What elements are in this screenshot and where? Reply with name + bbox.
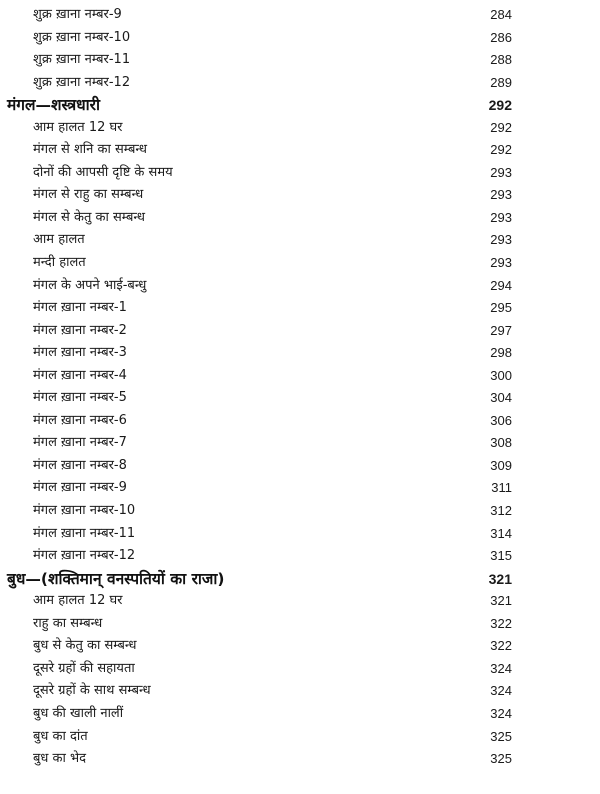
toc-entry-title: मंगल से राहु का सम्बन्ध (33, 187, 144, 203)
toc-entry (0, 184, 600, 207)
toc-entry-title: मंगल ख़ाना नम्बर-8 (33, 457, 127, 473)
toc-page-number: 297 (490, 322, 512, 338)
toc-entry-title: शुक्र ख़ाना नम्बर-9 (33, 7, 122, 22)
toc-entry-title: मंगल ख़ाना नम्बर-2 (33, 322, 127, 338)
toc-entry-title: बुध का भेद (33, 751, 87, 767)
toc-entry (0, 275, 600, 298)
toc-page-number: 314 (490, 525, 512, 541)
toc-page-number: 294 (490, 277, 512, 293)
toc-entry (0, 27, 600, 50)
toc-entry-title: मन्दी हालत (33, 255, 86, 271)
toc-entry (0, 455, 600, 478)
toc-entry (0, 342, 600, 365)
toc-entry (0, 545, 600, 568)
toc-page-number: 324 (490, 705, 512, 721)
toc-page-number: 325 (490, 728, 512, 744)
toc-entry (0, 726, 600, 749)
toc-page-number: 322 (490, 638, 512, 654)
toc-page-number: 292 (488, 97, 512, 114)
toc-page-number: 321 (488, 570, 512, 587)
toc-entry-title: मंगल ख़ाना नम्बर-11 (33, 525, 136, 541)
toc-page-number: 293 (490, 209, 512, 225)
toc-entry (0, 117, 600, 140)
toc-entry (0, 703, 600, 726)
toc-entry-title: दोनों की आपसी दृष्टि के समय (33, 164, 173, 180)
toc-entry (0, 49, 600, 72)
toc-entry (0, 229, 600, 252)
toc-entry-title: राहु का सम्बन्ध (33, 615, 103, 631)
toc-entry-title: मंगल से केतु का सम्बन्ध (33, 209, 146, 225)
toc-entry (0, 500, 600, 523)
toc-page-number: 293 (490, 255, 512, 271)
toc-page-number: 298 (490, 345, 512, 361)
toc-entry-title: आम हालत 12 घर (33, 593, 123, 609)
toc-entry (0, 477, 600, 500)
toc-entry-title: बुध की खाली नालीं (33, 705, 124, 721)
toc-page-number: 289 (490, 74, 512, 90)
toc-page-number: 284 (490, 7, 512, 22)
toc-page-number: 309 (490, 457, 512, 473)
toc-page-number: 322 (490, 615, 512, 631)
toc-entry (0, 365, 600, 388)
toc-entry-title: मंगल ख़ाना नम्बर-4 (33, 367, 127, 383)
toc-entry-title: मंगल ख़ाना नम्बर-6 (33, 412, 127, 428)
toc-entry-title: शुक्र ख़ाना नम्बर-10 (33, 29, 131, 45)
toc-page-number: 304 (490, 390, 512, 406)
toc-section-heading (0, 568, 600, 591)
toc-page-number: 311 (491, 480, 512, 496)
toc-entry (0, 410, 600, 433)
toc-entry-title: मंगल ख़ाना नम्बर-10 (33, 503, 136, 519)
toc-entry-title: मंगल से शनि का सम्बन्ध (33, 142, 148, 158)
toc-page-number: 308 (490, 435, 512, 451)
toc-entry (0, 139, 600, 162)
toc-page-number: 292 (490, 142, 512, 158)
toc-entry-title: बुध से केतु का सम्बन्ध (33, 638, 137, 654)
toc-entry (0, 207, 600, 230)
toc-entry-title: शुक्र ख़ाना नम्बर-12 (33, 74, 131, 90)
toc-page-number: 315 (490, 548, 512, 564)
toc-entry (0, 387, 600, 410)
toc-page-number: 288 (490, 52, 512, 68)
toc-entry-title: आम हालत (33, 232, 85, 248)
toc-entry (0, 658, 600, 681)
toc-entry (0, 297, 600, 320)
toc-page-number: 286 (490, 29, 512, 45)
table-of-contents (0, 4, 600, 771)
toc-entry (0, 4, 600, 27)
toc-entry-title: दूसरे ग्रहों की सहायता (33, 660, 135, 676)
toc-entry-title: शुक्र ख़ाना नम्बर-11 (33, 52, 131, 68)
toc-entry-title: आम हालत 12 घर (33, 119, 123, 135)
toc-entry (0, 680, 600, 703)
toc-page-number: 292 (490, 119, 512, 135)
toc-page-number: 295 (490, 300, 512, 316)
toc-entry-title: मंगल ख़ाना नम्बर-3 (33, 345, 127, 361)
toc-entry (0, 748, 600, 771)
toc-page-number: 293 (490, 187, 512, 203)
toc-entry-title: मंगल ख़ाना नम्बर-9 (33, 480, 127, 496)
toc-entry (0, 320, 600, 343)
toc-entry (0, 523, 600, 546)
toc-entry-title: मंगल ख़ाना नम्बर-1 (33, 300, 127, 316)
toc-page-number: 321 (490, 593, 512, 609)
toc-entry (0, 72, 600, 95)
toc-entry-title: मंगल ख़ाना नम्बर-5 (33, 390, 127, 406)
toc-entry-title: दूसरे ग्रहों के साथ सम्बन्ध (33, 683, 151, 699)
toc-section-heading (0, 94, 600, 117)
toc-page-number: 325 (490, 751, 512, 767)
toc-entry (0, 613, 600, 636)
toc-entry-title: मंगल ख़ाना नम्बर-7 (33, 435, 127, 451)
toc-entry (0, 590, 600, 613)
toc-page-number: 300 (490, 367, 512, 383)
toc-entry-title: मंगल के अपने भाई-बन्धु (33, 277, 147, 293)
toc-page-number: 324 (490, 660, 512, 676)
toc-page-number: 293 (490, 232, 512, 248)
toc-entry-title: बुध—(शक्तिमान् वनस्पतियों का राजा) (7, 569, 225, 588)
toc-entry (0, 162, 600, 185)
toc-entry (0, 252, 600, 275)
toc-entry (0, 635, 600, 658)
toc-entry-title: मंगल ख़ाना नम्बर-12 (33, 548, 136, 564)
toc-page-number: 324 (490, 683, 512, 699)
toc-page-number: 306 (490, 412, 512, 428)
toc-entry-title: बुध का दांत (33, 728, 88, 744)
toc-page-number: 312 (490, 503, 512, 519)
toc-entry (0, 432, 600, 455)
toc-page-number: 293 (490, 164, 512, 180)
toc-entry-title: मंगल—शस्त्रधारी (7, 96, 101, 115)
